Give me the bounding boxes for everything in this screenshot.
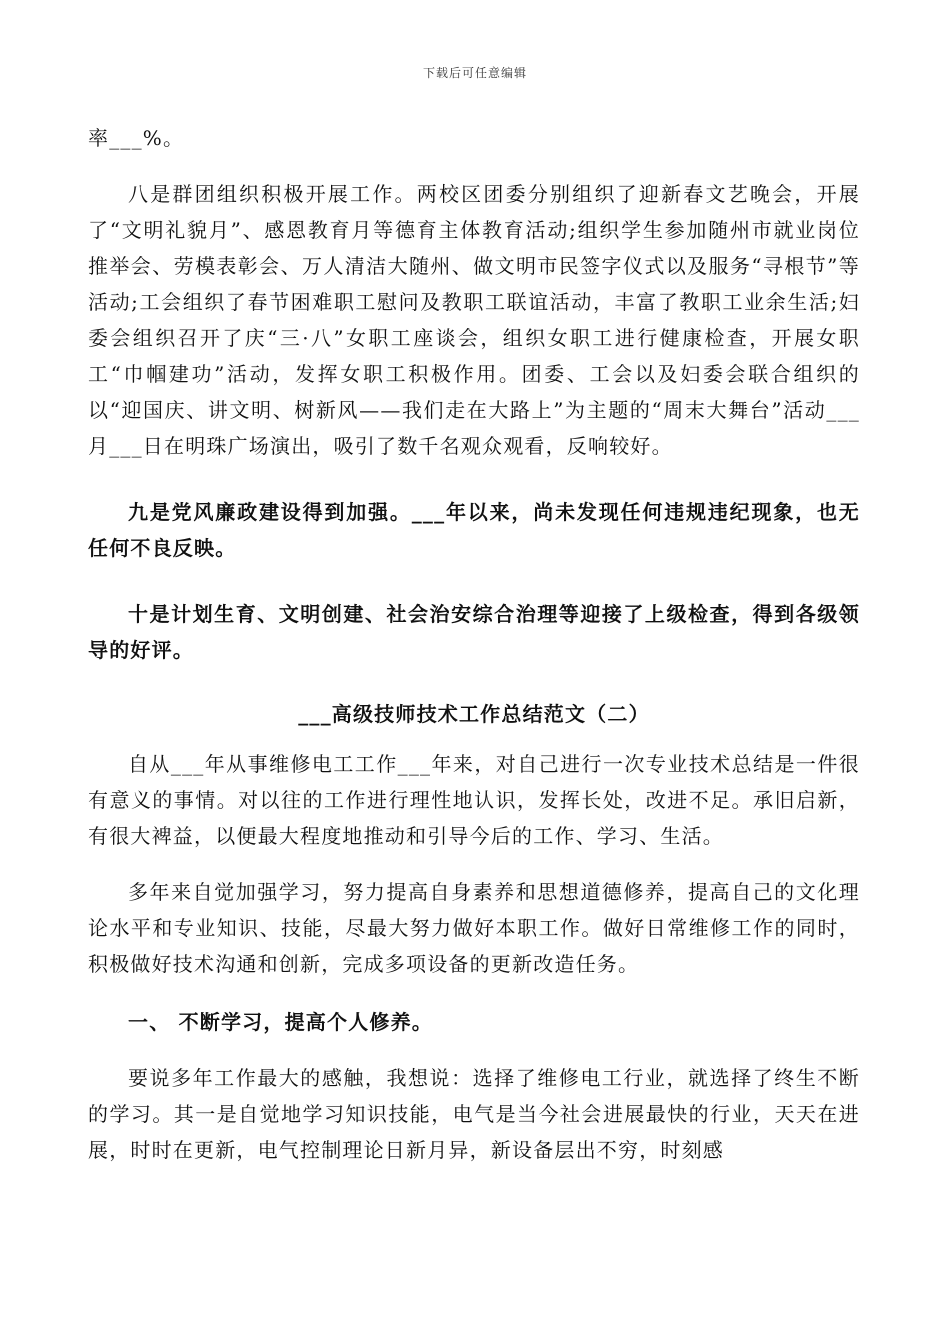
paragraph-item-ten: 十是计划生育、文明创建、社会治安综合治理等迎接了上级检查，得到各级领导的好评。 <box>88 602 860 662</box>
heading-section-one: 一、 不断学习，提高个人修养。 <box>128 1010 433 1034</box>
paragraph-learning: 要说多年工作最大的感触，我想说：选择了维修电工行业，就选择了终生不断的学习。其一是自觉地学习知识技能，电气是当今社会进展最快的行业，天天在进展，时时在更新，电气控制理论日新月异，新设备层出不穷，时刻感 <box>88 1066 860 1162</box>
paragraph-rate: 率___%。 <box>88 126 185 150</box>
section-title: ___高级技师技术工作总结范文（二） <box>298 702 650 726</box>
paragraph-item-eight: 八是群团组织积极开展工作。两校区团委分别组织了迎新春文艺晚会，开展了“文明礼貌月”、感恩教育月等德育主体教育活动;组织学生参加随州市就业岗位推举会、劳模表彰会、万人清洁大随州、做文明市民签字仪式以及服务“寻根节”等活动;工会组织了春节困难职工慰问及教职工联谊活动，丰富了教职工业余生活;妇委会组织召开了庆“三·八”女职工座谈会，组织女职工进行健康检查，开展女职工“巾帼建功”活动，发挥女职工积极作用。团委、工会以及妇委会联合组织的以“迎国庆、讲文明、树新风——我们走在大路上”为主题的“周末大舞台”活动___月___日在明珠广场演出，吸引了数千名观众观看，反响较好。 <box>88 182 860 458</box>
header-note: 下载后可任意编辑 <box>422 66 527 80</box>
paragraph-study: 多年来自觉加强学习，努力提高自身素养和思想道德修养，提高自己的文化理论水平和专业知识、技能，尽最大努力做好本职工作。做好日常维修工作的同时，积极做好技术沟通和创新，完成多项设备的更新改造任务。 <box>88 880 860 976</box>
paragraph-intro: 自从___年从事维修电工工作___年来，对自己进行一次专业技术总结是一件很有意义的事情。对以往的工作进行理性地认识，发挥长处，改进不足。承旧启新，有很大裨益，以便最大程度地推动和引导今后的工作、学习、生活。 <box>88 752 860 848</box>
paragraph-item-nine: 九是党风廉政建设得到加强。___年以来，尚未发现任何违规违纪现象，也无任何不良反映。 <box>88 500 860 560</box>
document-body <box>88 120 860 1168</box>
